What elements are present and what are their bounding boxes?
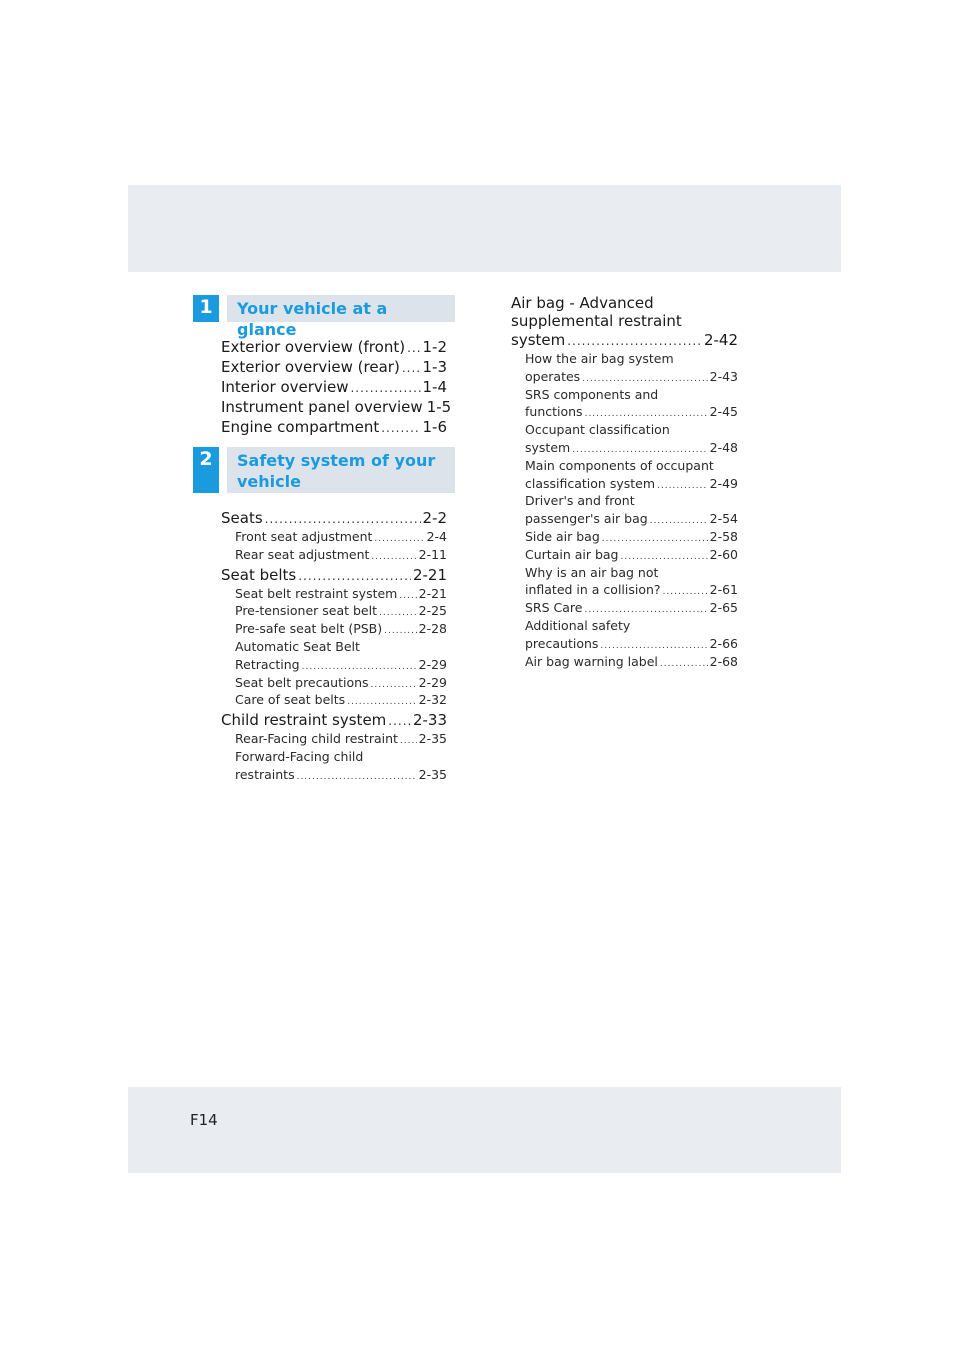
section-1-list	[221, 337, 452, 437]
airbag-heading-line2: supplemental restraint	[511, 312, 682, 330]
page-number: F14	[190, 1111, 218, 1129]
section-2-right-column	[511, 294, 738, 670]
toc-subentry[interactable]: precautions ..... 2-66	[511, 635, 738, 653]
toc-subentry-line1: Forward-Facing child	[235, 748, 364, 764]
toc-subentry[interactable]: Side air bag ..... 2-58	[511, 528, 738, 546]
toc-entry[interactable]: Exterior overview (front) ..... 1-2	[221, 337, 447, 357]
toc-subentry-line1: Automatic Seat Belt	[235, 638, 360, 654]
toc-subentry[interactable]: SRS Care ..... 2-65	[511, 599, 738, 617]
toc-subentry[interactable]: functions ..... 2-45	[511, 403, 738, 421]
toc-subentry[interactable]: Pre-safe seat belt (PSB) ..... 2-28	[221, 620, 447, 638]
toc-subentry-line1: Main components of occupant	[525, 457, 714, 473]
toc-entry-seat-belts[interactable]: Seat belts ..... 2-21	[221, 565, 447, 585]
toc-subentry[interactable]: Front seat adjustment ..... 2-4	[221, 528, 447, 546]
toc-entry[interactable]: Instrument panel overview 1-5	[221, 398, 452, 416]
toc-subentry[interactable]: inflated in a collision? ..... 2-61	[511, 581, 738, 599]
toc-subentry-line1: Why is an air bag not	[525, 564, 659, 580]
toc-subentry[interactable]: passenger's air bag ..... 2-54	[511, 510, 738, 528]
toc-entry-seats[interactable]: Seats ..... 2-2	[221, 508, 447, 528]
toc-subentry[interactable]: Curtain air bag ..... 2-60	[511, 546, 738, 564]
toc-subentry-line1: How the air bag system	[525, 351, 674, 366]
top-band	[128, 185, 841, 272]
toc-subentry[interactable]: system ..... 2-48	[511, 439, 738, 457]
toc-entry[interactable]: Exterior overview (rear) ..... 1-3	[221, 357, 447, 377]
toc-subentry[interactable]: restraints ..... 2-35	[221, 766, 447, 784]
section-2-title-line1: Safety system of your	[237, 451, 436, 470]
toc-subentry[interactable]: classification system ..... 2-49	[511, 475, 738, 493]
section-2-title-line2: vehicle	[237, 472, 301, 491]
bottom-band	[128, 1087, 841, 1173]
section-1-title: Your vehicle at a glance	[227, 295, 455, 322]
toc-entry-airbag[interactable]: system ..... 2-42	[511, 330, 738, 350]
toc-subentry[interactable]: Retracting ..... 2-29	[221, 656, 447, 674]
toc-subentry[interactable]: Pre-tensioner seat belt ..... 2-25	[221, 602, 447, 620]
toc-subentry[interactable]: operates ..... 2-43	[511, 368, 738, 386]
toc-subentry-line1: Driver's and front	[525, 493, 635, 509]
toc-subentry[interactable]: Air bag warning label ..... 2-68	[511, 653, 738, 671]
section-2-title	[227, 447, 455, 493]
toc-subentry[interactable]: Rear-Facing child restraint ..... 2-35	[221, 730, 447, 748]
toc-subentry-line1: SRS components and	[525, 386, 659, 402]
toc-subentry[interactable]: Rear seat adjustment ..... 2-11	[221, 546, 447, 564]
toc-entry-child-restraint[interactable]: Child restraint system ..... 2-33	[221, 710, 447, 730]
section-2-left-column	[221, 508, 447, 784]
toc-subentry-line1: Occupant classification	[525, 422, 670, 438]
toc-subentry[interactable]: Seat belt precautions ..... 2-29	[221, 674, 447, 692]
toc-subentry[interactable]: Seat belt restraint system ..... 2-21	[221, 585, 447, 603]
section-2-header	[193, 447, 455, 493]
toc-entry[interactable]: Interior overview ..... 1-4	[221, 377, 447, 397]
toc-entry[interactable]: Engine compartment ..... 1-6	[221, 417, 447, 437]
airbag-heading-line1: Air bag - Advanced	[511, 294, 654, 312]
section-1-header	[193, 295, 455, 339]
section-2-number: 2	[193, 447, 219, 493]
toc-subentry[interactable]: Care of seat belts ..... 2-32	[221, 691, 447, 709]
toc-subentry-line1: Additional safety	[525, 617, 631, 633]
section-1-number: 1	[193, 295, 219, 322]
